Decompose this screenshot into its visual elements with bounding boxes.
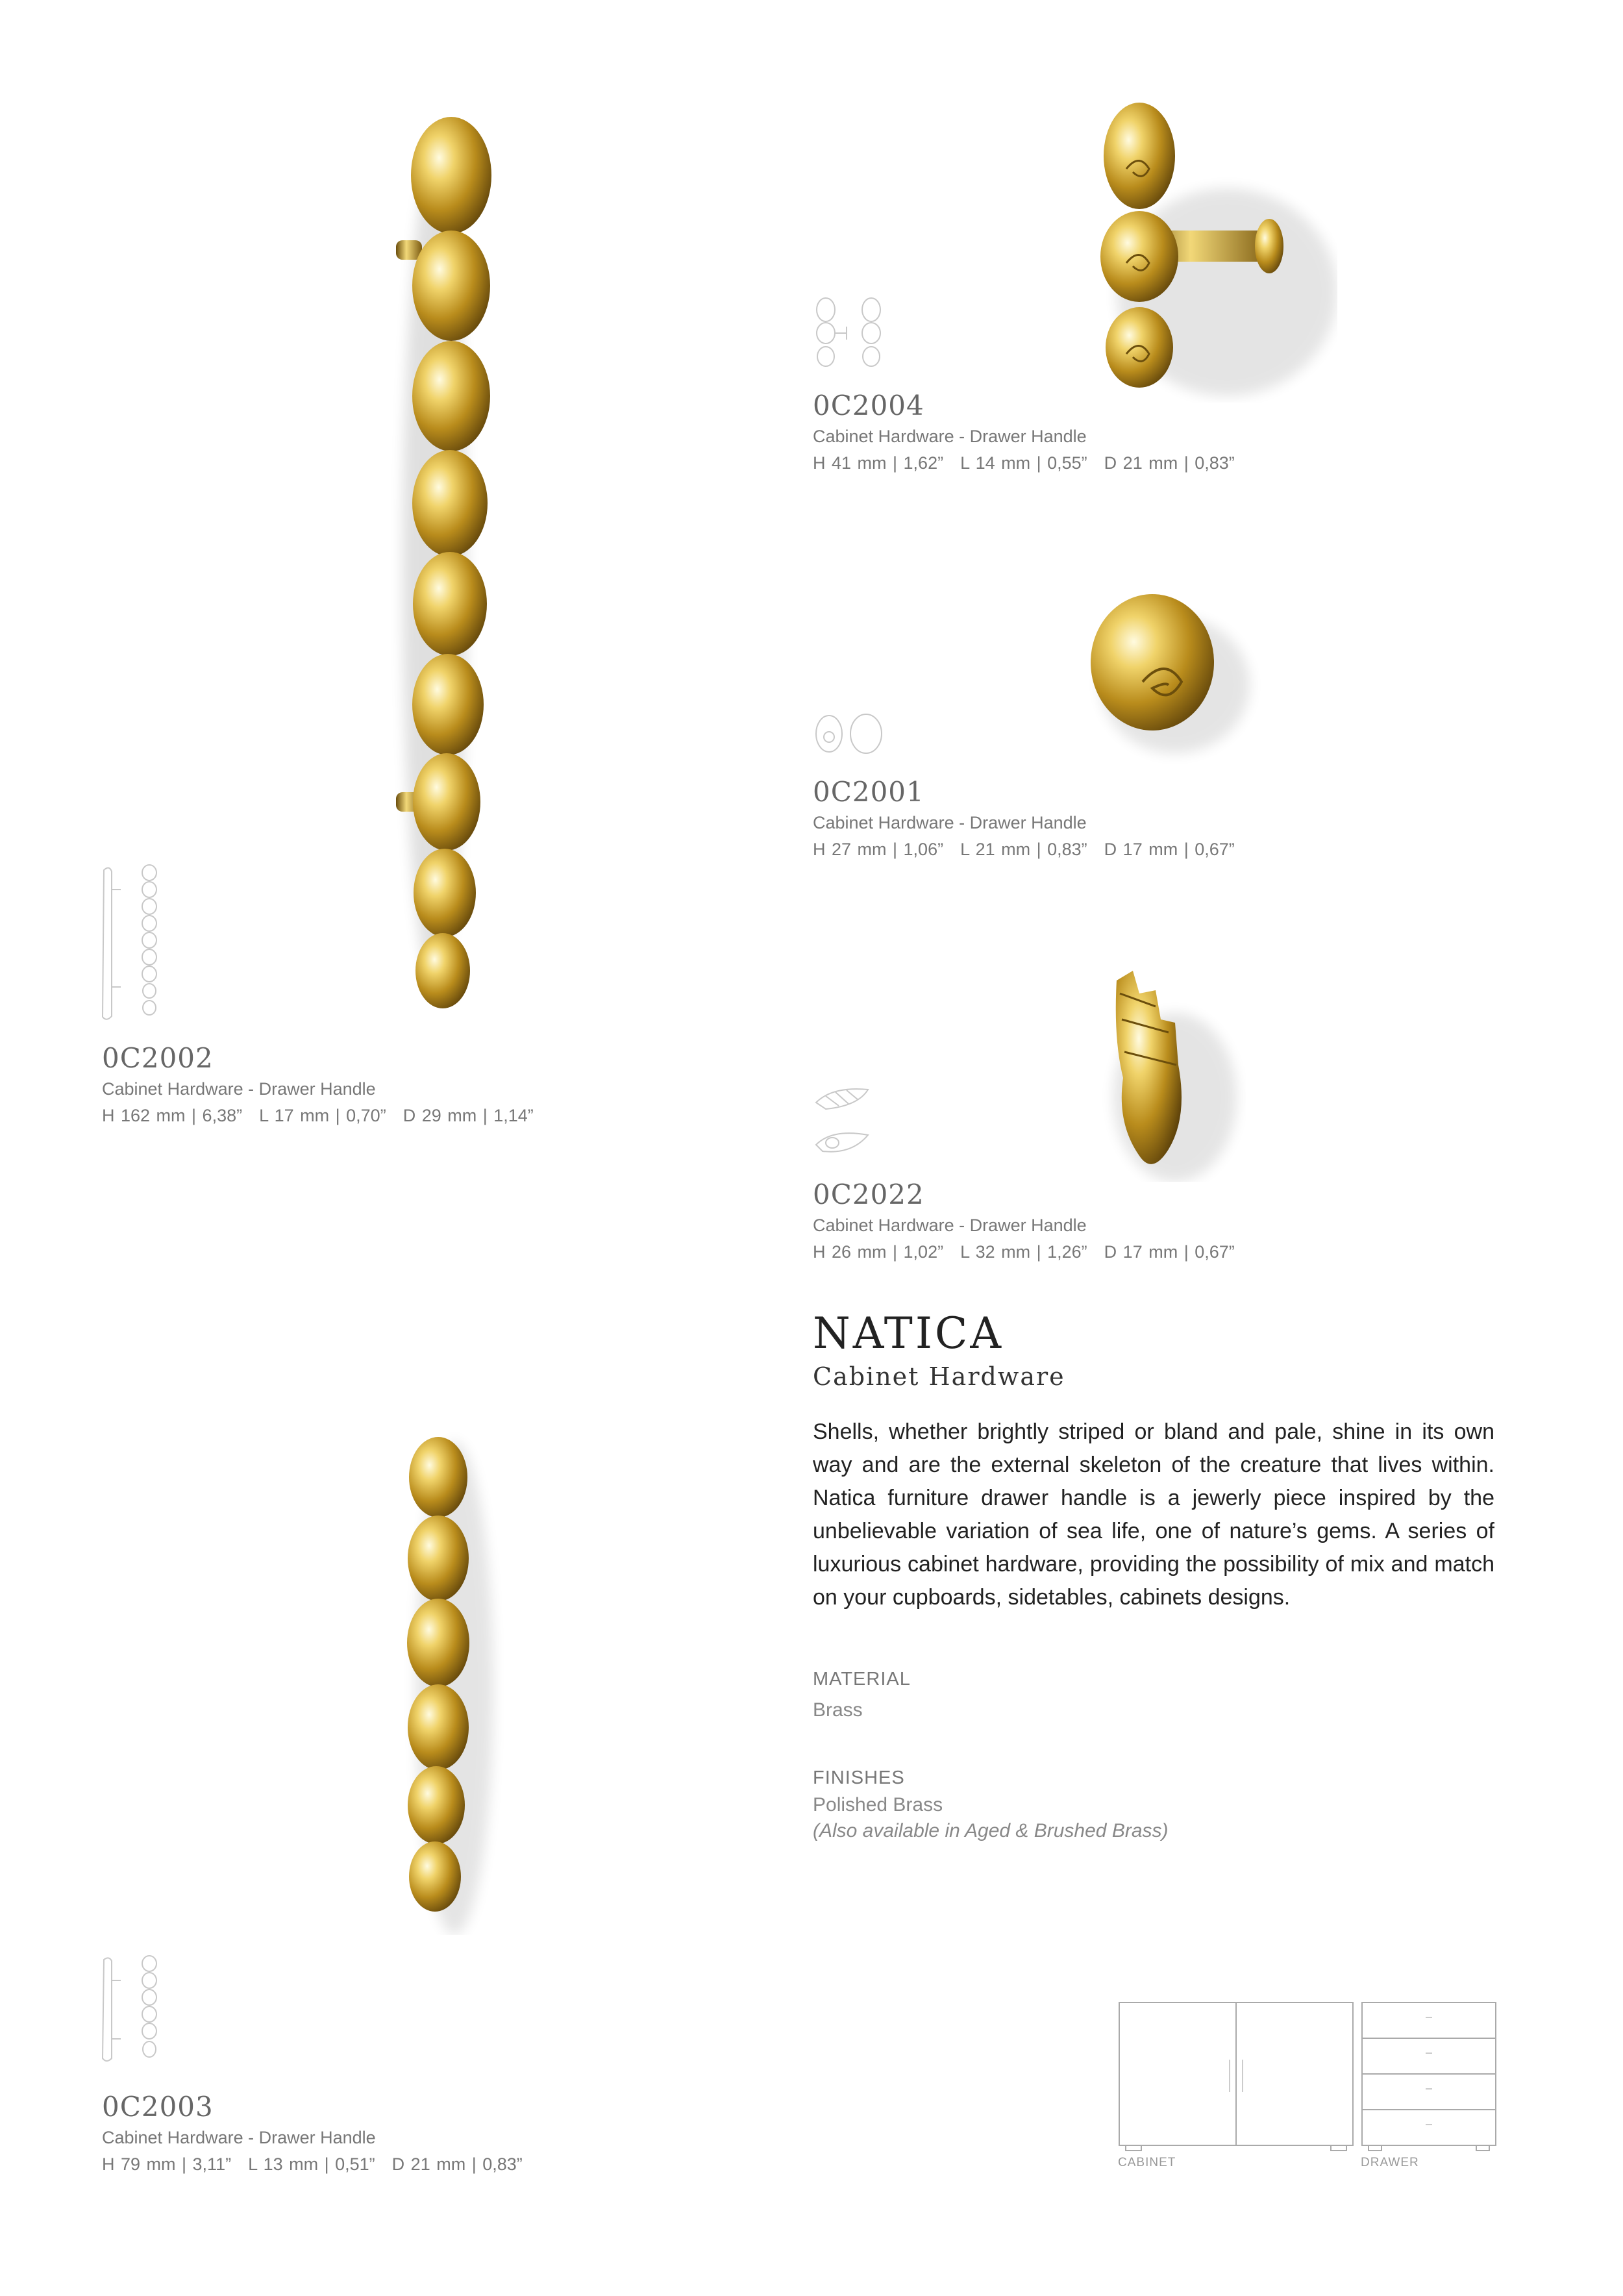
dim-length: L 17 mm | 0,70” — [259, 1106, 386, 1125]
dim-height: H 41 mm | 1,62” — [813, 453, 944, 473]
drawer-label: DRAWER — [1361, 2156, 1419, 2169]
handle-outline-icon-0c2003 — [97, 1954, 162, 2065]
collection-header — [813, 1308, 1494, 1391]
dim-depth: D 17 mm | 0,67” — [1104, 840, 1235, 859]
cabinet-label: CABINET — [1118, 2156, 1176, 2169]
product-dimensions — [813, 1242, 1462, 1262]
product-subtitle: Cabinet Hardware - Drawer Handle — [813, 1216, 1087, 1235]
handle-outline-icon-0c2004 — [813, 295, 887, 370]
dim-length: L 14 mm | 0,55” — [960, 453, 1087, 473]
dim-depth: D 17 mm | 0,67” — [1104, 1242, 1235, 1262]
product-code: 0C2002 — [102, 1042, 214, 1074]
dim-height: H 26 mm | 1,02” — [813, 1242, 944, 1262]
dim-depth: D 29 mm | 1,14” — [403, 1106, 534, 1125]
product-code: 0C2001 — [813, 776, 924, 808]
product-subtitle: Cabinet Hardware - Drawer Handle — [813, 813, 1087, 832]
handle-outline-icon-0c2002 — [97, 864, 162, 1023]
dim-length: L 13 mm | 0,51” — [248, 2154, 375, 2174]
product-code: 0C2004 — [813, 390, 924, 421]
finishes-label: FINISHES — [813, 1767, 905, 1788]
knob-outline-icon-0c2001 — [813, 711, 884, 756]
product-dimensions — [813, 453, 1462, 473]
dim-length: L 32 mm | 1,26” — [960, 1242, 1087, 1262]
shell-outline-icon-0c2022 — [813, 1083, 874, 1161]
dim-height: H 27 mm | 1,06” — [813, 840, 944, 859]
product-block-0c2022 — [813, 1179, 1462, 1262]
collection-description: Shells, whether brightly striped or bland and pale, shine in its own way and are the external skeleton of the creature that lives within. Natica furniture drawer handle is a jewerly piece inspired by the unbelievable variation of sea life, one of nature’s gems. A series of luxurious cabinet hardware, providing the possibility of mix and match on your cupboards, sidetables, cabinets designs. — [813, 1419, 1494, 1610]
product-block-0c2004 — [813, 390, 1462, 473]
product-block-0c2002 — [102, 1042, 686, 1126]
material-label: MATERIAL — [813, 1669, 911, 1690]
dim-height: H 162 mm | 6,38” — [102, 1106, 243, 1125]
dim-depth: D 21 mm | 0,83” — [1104, 453, 1235, 473]
collection-subtitle: Cabinet Hardware — [813, 1362, 1065, 1391]
product-block-0c2001 — [813, 776, 1462, 860]
product-block-0c2003 — [102, 2091, 686, 2175]
product-photo-0c2004 — [1065, 97, 1337, 403]
drawer-diagram — [1361, 2001, 1497, 2152]
cabinet-diagram — [1118, 2001, 1354, 2152]
product-dimensions — [102, 1106, 686, 1126]
product-subtitle: Cabinet Hardware - Drawer Handle — [102, 1079, 376, 1099]
collection-title: NATICA — [813, 1308, 1004, 1358]
product-subtitle: Cabinet Hardware - Drawer Handle — [813, 427, 1087, 446]
product-photo-0c2003 — [383, 1429, 513, 1935]
product-code: 0C2003 — [102, 2091, 214, 2123]
product-photo-0c2001 — [1078, 571, 1272, 766]
dim-height: H 79 mm | 3,11” — [102, 2154, 232, 2174]
product-dimensions — [102, 2154, 686, 2175]
finishes-section — [813, 1767, 1462, 1842]
product-dimensions — [813, 840, 1462, 860]
material-section — [813, 1669, 1462, 1721]
product-photo-0c2002 — [364, 104, 519, 1013]
dim-length: L 21 mm | 0,83” — [960, 840, 1087, 859]
product-subtitle: Cabinet Hardware - Drawer Handle — [102, 2128, 376, 2147]
product-code: 0C2022 — [813, 1179, 924, 1210]
material-value: Brass — [813, 1699, 863, 1721]
finishes-note: (Also available in Aged & Brushed Brass) — [813, 1820, 1169, 1841]
dim-depth: D 21 mm | 0,83” — [391, 2154, 523, 2174]
product-photo-0c2022 — [1078, 967, 1246, 1182]
finishes-value: Polished Brass — [813, 1794, 943, 1816]
